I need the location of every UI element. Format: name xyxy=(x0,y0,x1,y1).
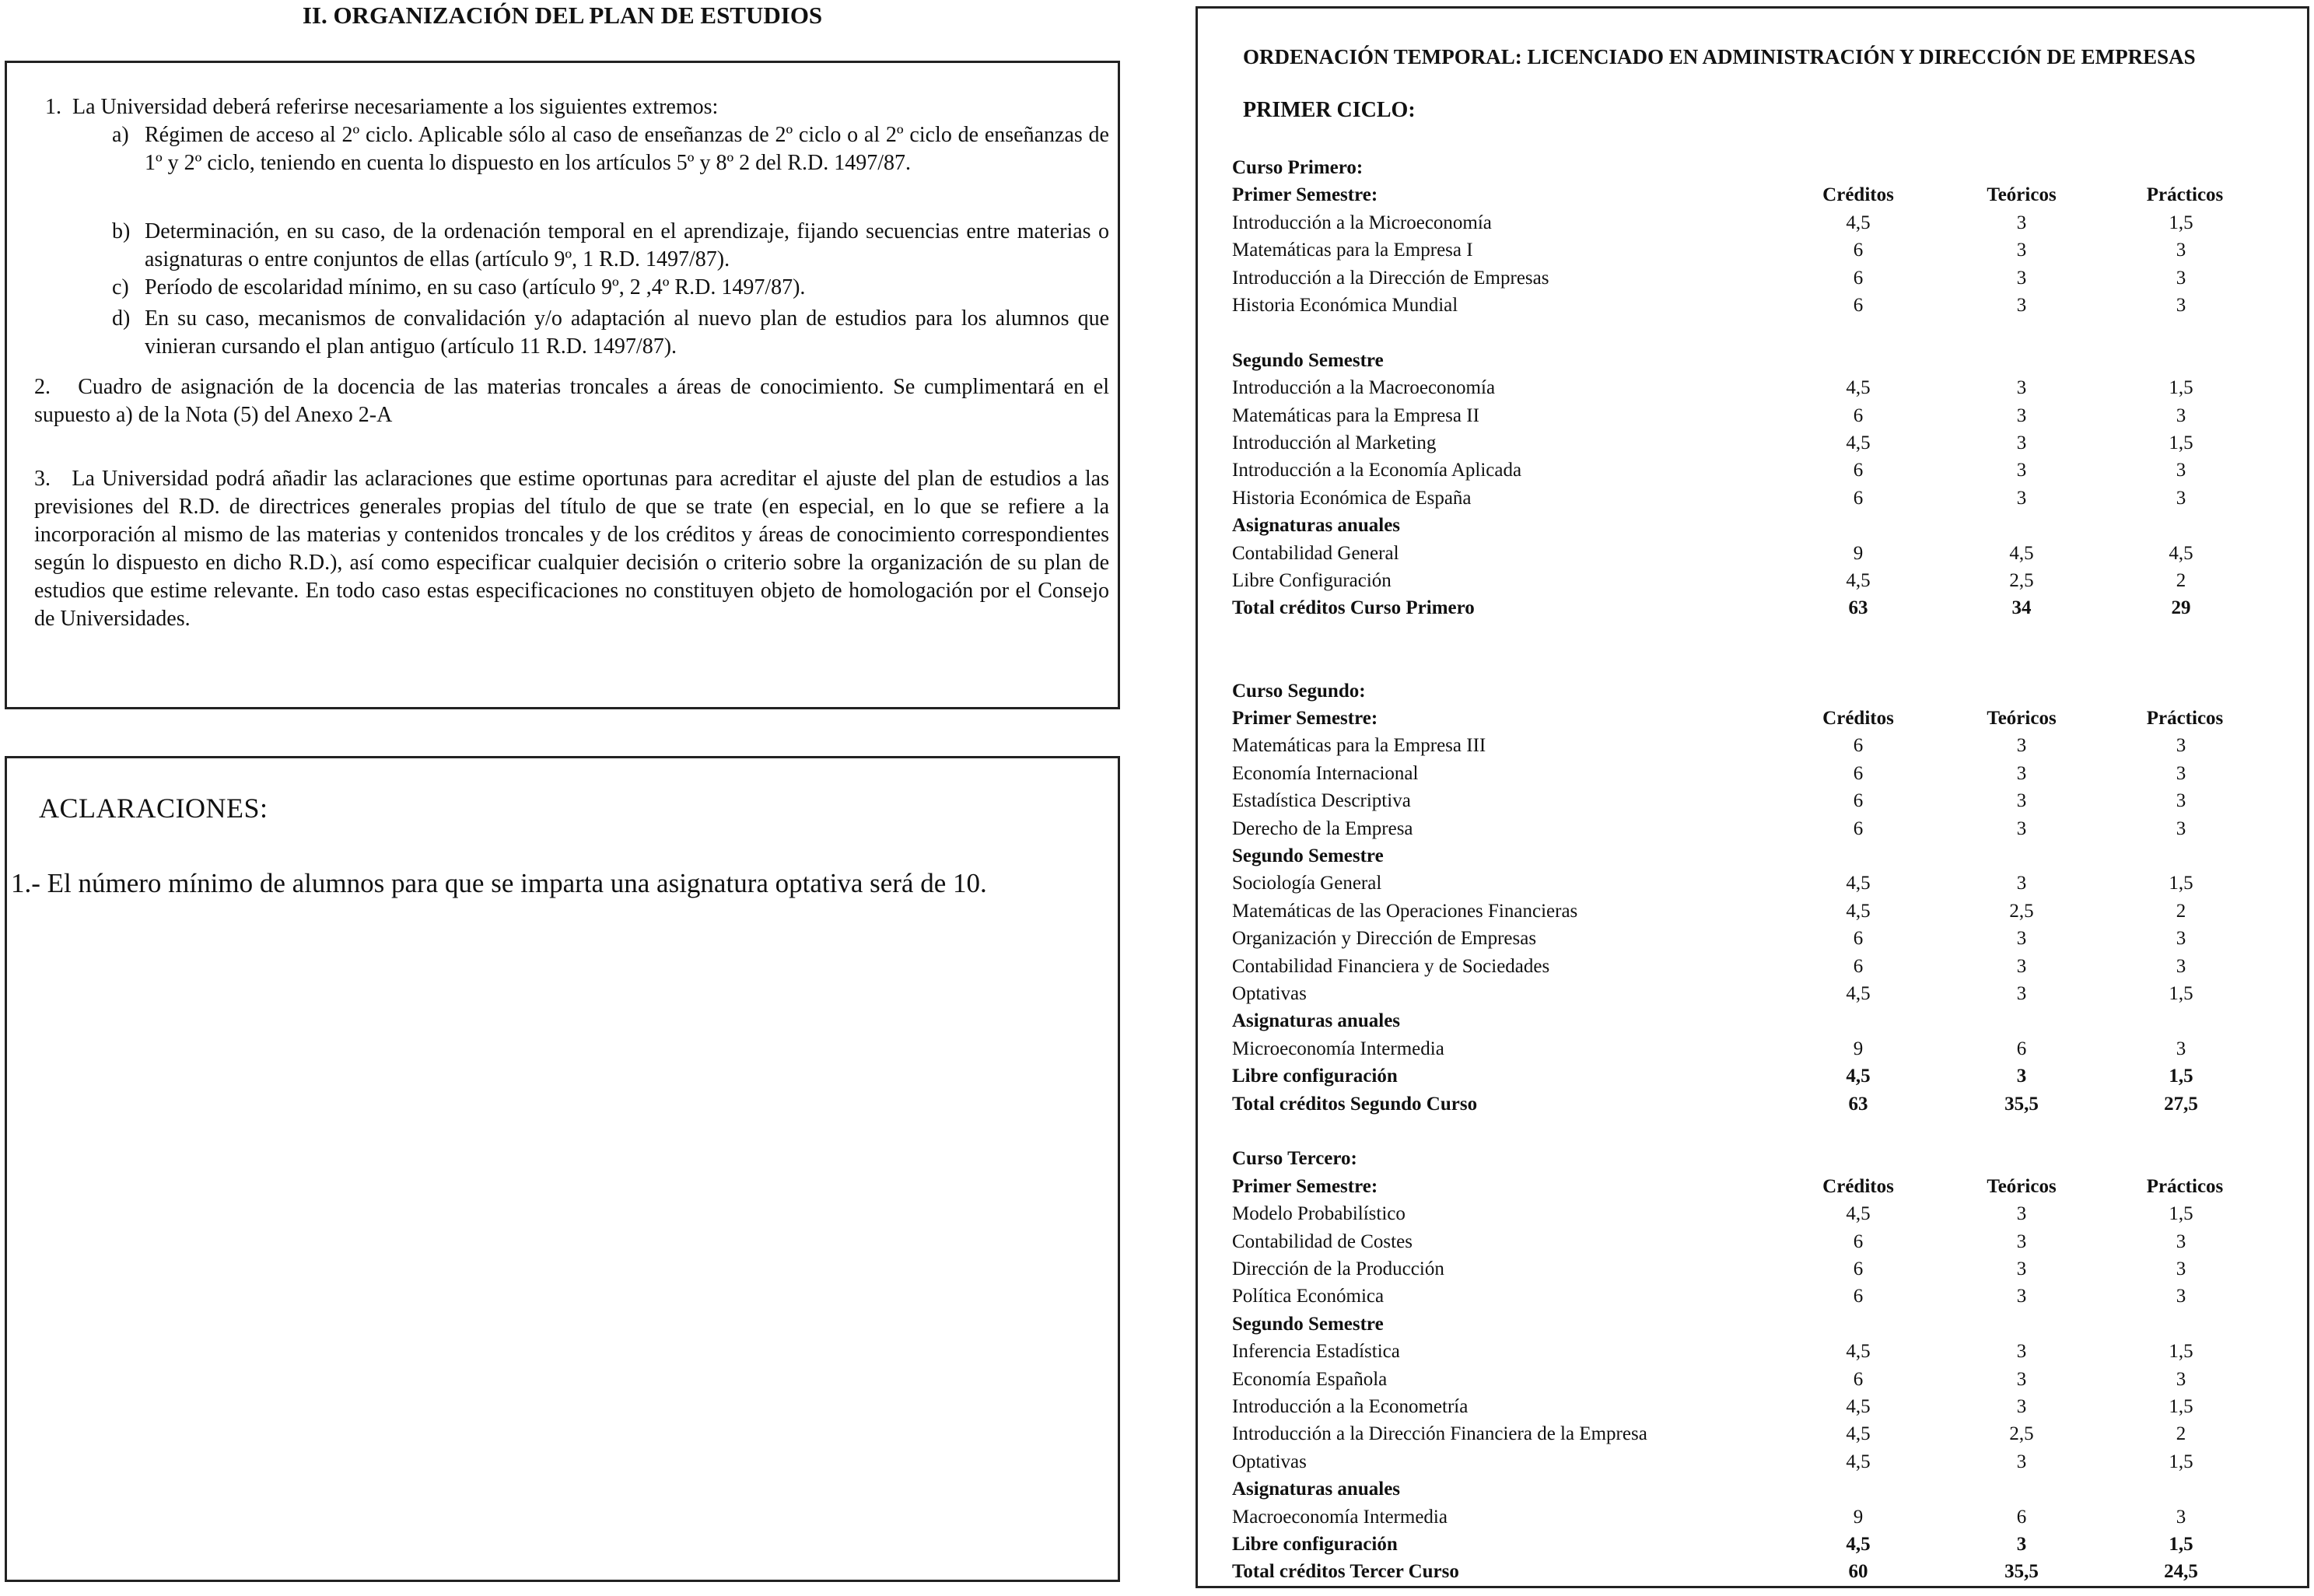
table-row xyxy=(1232,1531,2290,1559)
course-name: Organización y Dirección de Empresas xyxy=(1232,928,1537,950)
practicos-cell: Prácticos xyxy=(2146,184,2224,206)
practicos-cell: 1,5 xyxy=(2169,432,2193,453)
practicos-cell: 3 xyxy=(2176,1506,2186,1528)
practicos-cell: 3 xyxy=(2176,1368,2186,1390)
course-name: Dirección de la Producción xyxy=(1232,1258,1444,1279)
teoricos-cell: Teóricos xyxy=(1987,708,2057,729)
creditos-cell: Créditos xyxy=(1822,1175,1894,1197)
teoricos-cell: 3 xyxy=(2016,1451,2027,1472)
teoricos-cell: 2,5 xyxy=(2009,1423,2034,1445)
table-row xyxy=(1232,209,2290,237)
cycle-title: PRIMER CICLO: xyxy=(1243,98,1416,122)
teoricos-cell: 3 xyxy=(2016,1368,2027,1390)
table-row xyxy=(1232,925,2290,953)
practicos-cell: 3 xyxy=(2176,460,2186,481)
course-name: Matemáticas de las Operaciones Financieras xyxy=(1232,900,1578,922)
teoricos-cell: 3 xyxy=(2016,460,2027,481)
creditos-cell: Créditos xyxy=(1822,184,1894,206)
teoricos-cell: 3 xyxy=(2016,295,2027,316)
teoricos-cell: 3 xyxy=(2016,240,2027,261)
course-name: Política Económica xyxy=(1232,1286,1385,1307)
table-row xyxy=(1232,1283,2290,1311)
table-row xyxy=(1232,1338,2290,1366)
table-row xyxy=(1232,1035,2290,1063)
course-name: Historia Económica Mundial xyxy=(1232,295,1458,316)
course-name: Contabilidad General xyxy=(1232,542,1399,564)
practicos-cell: 3 xyxy=(2176,762,2186,784)
table-row xyxy=(1232,842,2290,870)
creditos-cell: 6 xyxy=(1853,1368,1864,1390)
instruction-1-number: 1. xyxy=(45,95,61,119)
practicos-cell: 3 xyxy=(2176,1038,2186,1059)
teoricos-cell: 3 xyxy=(2016,817,2027,839)
table-row xyxy=(1232,1090,2290,1118)
creditos-cell: 6 xyxy=(1853,240,1864,261)
table-row xyxy=(1232,980,2290,1008)
practicos-cell: 3 xyxy=(2176,735,2186,757)
sub-item-b-text: Determinación, en su caso, de la ordenación temporal en el aprendizaje, fijando secuencias entre materias o asignaturas o entre conjuntos de ellas (artículo 9º, 1 R.D. 1497/87). xyxy=(145,219,1109,271)
teoricos-cell: 35,5 xyxy=(2004,1561,2039,1583)
table-row xyxy=(1232,760,2290,788)
practicos-cell: 3 xyxy=(2176,267,2186,289)
table-header-row xyxy=(1232,181,2290,209)
table-row xyxy=(1232,429,2290,457)
creditos-cell: 6 xyxy=(1853,295,1864,316)
table-row xyxy=(1232,898,2290,926)
teoricos-cell: 3 xyxy=(2016,762,2027,784)
table-row xyxy=(1232,1558,2290,1586)
course-name: Matemáticas para la Empresa II xyxy=(1232,404,1479,426)
creditos-cell: 4,5 xyxy=(1846,1341,1871,1363)
table-row xyxy=(1232,787,2290,815)
table-row xyxy=(1232,1255,2290,1283)
course-name: Estadística Descriptiva xyxy=(1232,790,1411,812)
course-name: Introducción a la Dirección Financiera de la Empresa xyxy=(1232,1423,1647,1445)
creditos-cell: 6 xyxy=(1853,762,1864,784)
instruction-3-text: La Universidad podrá añadir las aclaraciones que estime oportunas para acreditar el ajuste del plan de estudios a las previsiones del R.D. de directrices generales propias del título de que se trate (en especial, en lo que se refiere a la incorporación al mismo de las materias y contenidos troncales y de los créditos y áreas de conocimiento correspondientes según lo dispuesto en dicho R.D.), así como especificar cualquier decisión o criterio sobre la organización de su plan de estudios que estime relevante. En todo caso estas especificaciones no constituyen objeto de homologación por el Consejo de Universidades. xyxy=(34,467,1109,631)
table-row xyxy=(1232,1503,2290,1531)
table-row xyxy=(1232,594,2290,622)
table-row xyxy=(1232,953,2290,981)
instruction-1 xyxy=(45,93,1111,121)
plan-title: ORDENACIÓN TEMPORAL: LICENCIADO EN ADMINISTRACIÓN Y DIRECCIÓN DE EMPRESAS xyxy=(1243,45,2196,68)
practicos-cell: 3 xyxy=(2176,790,2186,812)
creditos-cell: 4,5 xyxy=(1846,1423,1871,1445)
teoricos-cell: 3 xyxy=(2016,1066,2027,1087)
course-name: Historia Económica de España xyxy=(1232,487,1472,509)
teoricos-cell: 3 xyxy=(2016,1341,2027,1363)
practicos-cell: Prácticos xyxy=(2146,1175,2224,1197)
creditos-cell: 9 xyxy=(1853,542,1864,564)
teoricos-cell: 3 xyxy=(2016,735,2027,757)
teoricos-cell: 3 xyxy=(2016,377,2027,399)
table-row xyxy=(1232,1228,2290,1256)
instruction-2-text: Cuadro de asignación de la docencia de las materias troncales a áreas de conocimiento. Se cumplimentará en el supuesto a) de la Nota (5) del Anexo 2-A xyxy=(34,375,1110,427)
course-name: Segundo Semestre xyxy=(1232,1313,1384,1335)
instruction-2 xyxy=(34,373,1109,429)
teoricos-cell: 34 xyxy=(2011,597,2032,619)
practicos-cell: 1,5 xyxy=(2169,983,2193,1004)
instruction-1-text: La Universidad deberá referirse necesariamente a los siguientes extremos: xyxy=(72,95,719,119)
table-row xyxy=(1232,347,2290,375)
practicos-cell: 1,5 xyxy=(2169,1396,2193,1417)
course-name: Total créditos Segundo Curso xyxy=(1232,1093,1478,1115)
teoricos-cell: 3 xyxy=(2016,404,2027,426)
practicos-cell: 3 xyxy=(2176,487,2186,509)
course-name: Economía Española xyxy=(1232,1368,1388,1390)
course-name: Introducción a la Dirección de Empresas xyxy=(1232,267,1549,289)
practicos-cell: 2 xyxy=(2176,900,2186,922)
table-row xyxy=(1232,567,2290,595)
practicos-cell: 3 xyxy=(2176,817,2186,839)
course-name: Modelo Probabilístico xyxy=(1232,1203,1406,1225)
creditos-cell: 6 xyxy=(1853,790,1864,812)
teoricos-cell: 3 xyxy=(2016,983,2027,1004)
course-name: Libre configuración xyxy=(1232,1534,1398,1555)
table-row xyxy=(1232,512,2290,540)
sub-item-d-text: En su caso, mecanismos de convalidación y/o adaptación al nuevo plan de estudios para los alumnos que vinieran cursando el plan antiguo (artículo 11 R.D. 1497/87). xyxy=(145,306,1109,359)
creditos-cell: 6 xyxy=(1853,267,1864,289)
course-name: Economía Internacional xyxy=(1232,762,1419,784)
teoricos-cell: 3 xyxy=(2016,432,2027,453)
course-name: Asignaturas anuales xyxy=(1232,1010,1401,1032)
creditos-cell: 4,5 xyxy=(1846,1396,1871,1417)
creditos-cell: 4,5 xyxy=(1846,873,1871,894)
table-row xyxy=(1232,457,2290,485)
course-name: Primer Semestre: xyxy=(1232,184,1378,206)
teoricos-cell: 6 xyxy=(2016,1038,2027,1059)
creditos-cell: 4,5 xyxy=(1846,432,1871,453)
teoricos-cell: 35,5 xyxy=(2004,1093,2039,1115)
sub-item-d-label: d) xyxy=(112,306,131,331)
teoricos-cell: 3 xyxy=(2016,873,2027,894)
page-title: II. ORGANIZACIÓN DEL PLAN DE ESTUDIOS xyxy=(302,2,823,29)
course-name: Asignaturas anuales xyxy=(1232,1479,1401,1500)
course-name: Introducción a la Economía Aplicada xyxy=(1232,460,1522,481)
practicos-cell: Prácticos xyxy=(2146,708,2224,729)
table-row xyxy=(1232,1062,2290,1090)
table-row xyxy=(1232,402,2290,430)
teoricos-cell: 3 xyxy=(2016,267,2027,289)
course-name: Optativas xyxy=(1232,983,1307,1004)
teoricos-cell: 3 xyxy=(2016,1203,2027,1225)
table-row xyxy=(1232,1393,2290,1421)
course-name: Introducción al Marketing xyxy=(1232,432,1437,453)
sub-item-c xyxy=(112,274,1109,302)
practicos-cell: 29 xyxy=(2171,597,2191,619)
practicos-cell: 1,5 xyxy=(2169,873,2193,894)
aclaraciones-text: 1.- El número mínimo de alumnos para que se imparta una asignatura optativa será de 10. xyxy=(11,868,987,898)
teoricos-cell: 6 xyxy=(2016,1506,2027,1528)
course-name: Contabilidad Financiera y de Sociedades xyxy=(1232,955,1550,977)
course-name: Curso Primero: xyxy=(1232,157,1364,178)
instruction-3 xyxy=(34,465,1109,633)
course-name: Asignaturas anuales xyxy=(1232,515,1401,537)
table-row xyxy=(1232,1366,2290,1394)
table-row xyxy=(1232,815,2290,843)
creditos-cell: 63 xyxy=(1848,1093,1868,1115)
course-name: Total créditos Curso Primero xyxy=(1232,597,1475,619)
sub-item-a xyxy=(112,121,1109,177)
course-name: Matemáticas para la Empresa III xyxy=(1232,735,1486,757)
creditos-cell: 6 xyxy=(1853,460,1864,481)
course-name: Segundo Semestre xyxy=(1232,349,1384,371)
practicos-cell: 27,5 xyxy=(2164,1093,2198,1115)
teoricos-cell: 3 xyxy=(2016,1396,2027,1417)
creditos-cell: 9 xyxy=(1853,1038,1864,1059)
practicos-cell: 1,5 xyxy=(2169,377,2193,399)
instruction-2-number: 2. xyxy=(34,375,51,399)
creditos-cell: 6 xyxy=(1853,735,1864,757)
creditos-cell: 4,5 xyxy=(1846,212,1871,233)
practicos-cell: 2 xyxy=(2176,570,2186,591)
table-row xyxy=(1232,1200,2290,1228)
creditos-cell: 60 xyxy=(1848,1561,1868,1583)
table-row xyxy=(1232,1311,2290,1339)
table-row xyxy=(1232,1007,2290,1035)
table-row xyxy=(1232,1475,2290,1503)
practicos-cell: 1,5 xyxy=(2169,1203,2193,1225)
creditos-cell: 63 xyxy=(1848,597,1868,619)
course-name: Segundo Semestre xyxy=(1232,845,1384,866)
table-row xyxy=(1232,264,2290,292)
practicos-cell: 2 xyxy=(2176,1423,2186,1445)
course-name: Inferencia Estadística xyxy=(1232,1341,1400,1363)
teoricos-cell: 3 xyxy=(2016,955,2027,977)
practicos-cell: 1,5 xyxy=(2169,1066,2193,1087)
creditos-cell: 6 xyxy=(1853,1230,1864,1252)
creditos-cell: 6 xyxy=(1853,404,1864,426)
creditos-cell: 6 xyxy=(1853,1258,1864,1279)
practicos-cell: 3 xyxy=(2176,1286,2186,1307)
teoricos-cell: Teóricos xyxy=(1987,1175,2057,1197)
creditos-cell: 4,5 xyxy=(1846,1534,1871,1555)
table-row xyxy=(1232,870,2290,898)
course-name: Macroeconomía Intermedia xyxy=(1232,1506,1448,1528)
creditos-cell: 4,5 xyxy=(1846,983,1871,1004)
creditos-cell: 6 xyxy=(1853,955,1864,977)
course-name: Derecho de la Empresa xyxy=(1232,817,1413,839)
teoricos-cell: 3 xyxy=(2016,487,2027,509)
table-row xyxy=(1232,292,2290,320)
practicos-cell: 1,5 xyxy=(2169,1341,2193,1363)
table-row xyxy=(1232,732,2290,760)
sub-item-b-label: b) xyxy=(112,219,131,243)
course-name: Total créditos Tercer Curso xyxy=(1232,1561,1459,1583)
creditos-cell: 4,5 xyxy=(1846,1203,1871,1225)
teoricos-cell: 3 xyxy=(2016,212,2027,233)
table-row xyxy=(1232,485,2290,513)
course-name: Libre configuración xyxy=(1232,1066,1398,1087)
course-name: Curso Segundo: xyxy=(1232,680,1366,702)
course-name: Libre Configuración xyxy=(1232,570,1392,591)
instruction-3-number: 3. xyxy=(34,467,51,491)
practicos-cell: 3 xyxy=(2176,955,2186,977)
teoricos-cell: 3 xyxy=(2016,928,2027,950)
table-row xyxy=(1232,374,2290,402)
teoricos-cell: Teóricos xyxy=(1987,184,2057,206)
creditos-cell: 4,5 xyxy=(1846,377,1871,399)
sub-item-b xyxy=(112,218,1109,274)
table-row xyxy=(1232,1420,2290,1448)
creditos-cell: 4,5 xyxy=(1846,1066,1871,1087)
practicos-cell: 24,5 xyxy=(2164,1561,2198,1583)
teoricos-cell: 3 xyxy=(2016,1230,2027,1252)
table-header-row xyxy=(1232,1173,2290,1201)
course-name: Optativas xyxy=(1232,1451,1307,1472)
table-row xyxy=(1232,1145,2290,1173)
creditos-cell: 6 xyxy=(1853,928,1864,950)
creditos-cell: Créditos xyxy=(1822,708,1894,729)
course-name: Introducción a la Macroeconomía xyxy=(1232,377,1496,399)
practicos-cell: 3 xyxy=(2176,1230,2186,1252)
practicos-cell: 3 xyxy=(2176,240,2186,261)
table-row xyxy=(1232,154,2290,182)
teoricos-cell: 3 xyxy=(2016,1258,2027,1279)
table-row xyxy=(1232,1448,2290,1476)
creditos-cell: 6 xyxy=(1853,817,1864,839)
creditos-cell: 6 xyxy=(1853,487,1864,509)
course-name: Primer Semestre: xyxy=(1232,708,1378,729)
sub-item-c-label: c) xyxy=(112,275,129,299)
teoricos-cell: 4,5 xyxy=(2009,542,2034,564)
course-name: Primer Semestre: xyxy=(1232,1175,1378,1197)
course-name: Introducción a la Econometría xyxy=(1232,1396,1469,1417)
creditos-cell: 4,5 xyxy=(1846,570,1871,591)
course-name: Matemáticas para la Empresa I xyxy=(1232,240,1473,261)
table-row xyxy=(1232,236,2290,264)
table-row xyxy=(1232,540,2290,568)
practicos-cell: 1,5 xyxy=(2169,1534,2193,1555)
creditos-cell: 4,5 xyxy=(1846,1451,1871,1472)
sub-item-a-label: a) xyxy=(112,123,129,147)
teoricos-cell: 3 xyxy=(2016,1286,2027,1307)
creditos-cell: 9 xyxy=(1853,1506,1864,1528)
table-header-row xyxy=(1232,705,2290,733)
practicos-cell: 4,5 xyxy=(2169,542,2193,564)
creditos-cell: 6 xyxy=(1853,1286,1864,1307)
sub-item-a-text: Régimen de acceso al 2º ciclo. Aplicable sólo al caso de enseñanzas de 2º ciclo o al 2º ciclo de enseñanzas de 1º y 2º ciclo, teniendo en cuenta lo dispuesto en los artículos 5º y 8º 2 del R.D. 1497/87. xyxy=(145,123,1109,175)
practicos-cell: 3 xyxy=(2176,404,2186,426)
teoricos-cell: 2,5 xyxy=(2009,900,2034,922)
practicos-cell: 3 xyxy=(2176,928,2186,950)
teoricos-cell: 2,5 xyxy=(2009,570,2034,591)
practicos-cell: 3 xyxy=(2176,1258,2186,1279)
practicos-cell: 3 xyxy=(2176,295,2186,316)
course-name: Introducción a la Microeconomía xyxy=(1232,212,1492,233)
sub-item-d xyxy=(112,305,1109,361)
creditos-cell: 4,5 xyxy=(1846,900,1871,922)
teoricos-cell: 3 xyxy=(2016,1534,2027,1555)
sub-item-c-text: Período de escolaridad mínimo, en su caso (artículo 9º, 2 ,4º R.D. 1497/87). xyxy=(145,275,806,299)
course-name: Sociología General xyxy=(1232,873,1382,894)
course-name: Contabilidad de Costes xyxy=(1232,1230,1413,1252)
teoricos-cell: 3 xyxy=(2016,790,2027,812)
course-name: Curso Tercero: xyxy=(1232,1148,1357,1170)
aclaraciones-title: ACLARACIONES: xyxy=(39,793,268,824)
course-name: Microeconomía Intermedia xyxy=(1232,1038,1444,1059)
practicos-cell: 1,5 xyxy=(2169,1451,2193,1472)
table-row xyxy=(1232,677,2290,705)
practicos-cell: 1,5 xyxy=(2169,212,2193,233)
